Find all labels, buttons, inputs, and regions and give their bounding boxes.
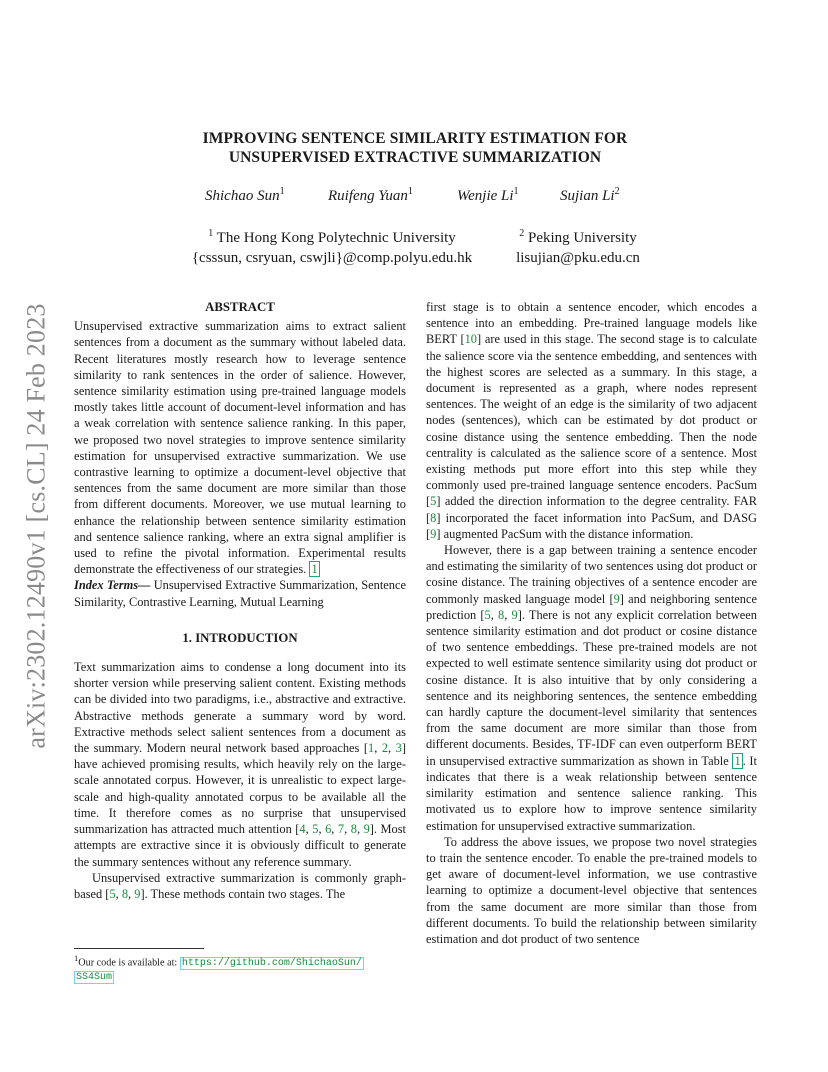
affiliation-2: $^2$ Peking University lisujian@pku.edu.cn — [498, 224, 658, 268]
code-url-link[interactable]: SS4Sum — [76, 972, 113, 984]
title-line-1: IMPROVING SENTENCE SIMILARITY ESTIMATION FOR — [202, 130, 628, 147]
table-ref-link[interactable]: 1 — [734, 753, 741, 768]
affiliation-email: {csssun, csryuan, cswjli}@comp.polyu.edu.hk — [191, 250, 473, 266]
affiliation-1: $^1$ The Hong Kong Polytechnic University {csssun, csryuan, cswjli}@comp.polyu.edu.hk — [172, 224, 492, 268]
intro-paragraph-2: Unsupervised extractive summarization is commonly graph-based [5, 8, 9]. These methods contain two stages. The — [74, 870, 406, 901]
citation-link[interactable]: 5 — [430, 494, 437, 509]
citation-link[interactable]: 9 — [363, 822, 370, 837]
citation-link[interactable]: 8 — [498, 607, 505, 622]
arxiv-identifier: arXiv:2302.12490v1 [cs.CL] 24 Feb 2023 — [22, 303, 52, 749]
author: Ruifeng Yuan$^1$ — [328, 186, 413, 204]
citation-link[interactable]: 10 — [464, 332, 477, 347]
citation-link[interactable]: 4 — [299, 822, 306, 837]
citation-link[interactable]: 1 — [368, 741, 375, 756]
index-terms: Index Terms— Unsupervised Extractive Summarization, Sentence Similarity, Contrastive Learning, Mutual Learning — [74, 578, 406, 609]
citation-link[interactable]: 9 — [430, 526, 437, 541]
arxiv-stamp — [22, 291, 52, 761]
code-url-link[interactable]: https://github.com/ShichaoSun/ — [181, 958, 362, 970]
citation-link[interactable]: 8 — [121, 886, 129, 901]
footnote: $^1$Our code is available at: https://github.com/ShichaoSun/ SS4Sum — [74, 953, 362, 984]
author: Sujian Li$^2$ — [560, 186, 620, 204]
citation-link[interactable]: 8 — [350, 822, 357, 837]
title-line-2: UNSUPERVISED EXTRACTIVE SUMMARIZATION — [228, 149, 602, 166]
intro-paragraph-1: Text summarization aims to condense a long document into its shorter version while preserving salient content. Existing methods can be divided into two paradigms, i.e., abstractive and extractive. Abstractive methods generate a summary word by word. Extractive methods select salient sentences from a document as the summary. Modern neural network based approaches [1, 2, 3] have achieved promising results, which heavily rely on the large-scale annotated corpus. However, it is unrealistic to expect large-scale and high-quality annotated corpus to be available all the time. It therefore comes as no surprise that unsupervised summarization has attracted much attention [4, 5, 6, 7, 8, 9]. Most attempts are extractive since it is obviously difficult to generate the summary sentences without any reference summary. — [74, 660, 406, 869]
citation-link[interactable]: 5 — [312, 822, 319, 837]
introduction-heading: 1. INTRODUCTION — [182, 630, 298, 645]
author: Wenjie Li$^1$ — [457, 186, 519, 204]
citation-link[interactable]: 7 — [337, 822, 345, 837]
footnote-link[interactable]: 1 — [311, 562, 318, 577]
citation-link[interactable]: 6 — [325, 822, 332, 837]
left-column — [74, 299, 406, 902]
body-paragraph: However, there is a gap between training a sentence encoder and estimating the similarity of two sentences using dot product or cosine distance. The training objectives of a sentence encoder are commonly masked language model [9] and neighboring sentence prediction [5, 8, 9]. There is not any explicit correlation between sentence similarity estimation and dot product or cosine distance of two sentence embeddings. These pre-trained models are not expected to well estimate sentence similarity using dot product or cosine distance. It is also intuitive that by only considering a sentence and its neighboring sentences, the sentence embedding can hardly capture the document-level similarity that sentences from the same document are more similar than those from different documents. Besides, TF-IDF can even outperform BERT in unsupervised extractive summarization as shown in Table 1 . It indicates that there is a weak relationship between sentence similarity estimation and sentence salience ranking. This motivated us to explore how to improve sentence similarity estimation for unsupervised extractive summarization. — [426, 543, 758, 833]
abstract-heading: ABSTRACT — [205, 300, 275, 314]
abstract-text: Unsupervised extractive summarization aims to extract salient sentences from a document as the summary without labeled data. Recent literatures mostly research how to leverage sentence similarity to rank sentences in the order of salience. However, sentence similarity estimation using pre-trained language models mostly takes little account of document-level information and has a weak correlation with sentence salience ranking. In this paper, we proposed two novel strategies to improve sentence similarity estimation for unsupervised extractive summarization. We use contrastive learning to optimize a document-level objective that sentences from the same document are more similar than those from different documents. Moreover, we use mutual learning to enhance the relationship between sentence similarity estimation and sentence salience ranking, where an extra signal amplifier is used to refine the pivotal information. Experimental results demonstrate the effectiveness of our strategies. 1 — [74, 319, 406, 577]
citation-link[interactable]: 9 — [613, 591, 620, 606]
citation-link[interactable]: 2 — [381, 741, 389, 756]
footnote-rule — [74, 948, 204, 949]
citation-link[interactable]: 9 — [511, 607, 518, 622]
author: Shichao Sun$^1$ — [205, 186, 285, 204]
body-paragraph: To address the above issues, we propose two novel strategies to train the sentence encoder. To enable the pre-trained models to get aware of document-level information, we use contrastive learning to optimize a document-level objective that sentences from the same document are more similar than those from different documents. To build the relationship between similarity estimation and dot product of two sentence — [426, 834, 757, 946]
citation-link[interactable]: 5 — [109, 886, 116, 901]
right-column — [426, 299, 757, 947]
citation-link[interactable]: 3 — [395, 741, 402, 756]
affiliation-email: lisujian@pku.edu.cn — [516, 250, 640, 266]
body-paragraph: first stage is to obtain a sentence encoder, which encodes a sentence into an embedding. Pre-trained language models like BERT [10] are used in this stage. The second stage is to calculate the salience score via the sentence embedding, and sentences with the highest scores are selected as a summary. In this stage, a document is represented as a graph, where nodes represent sentences. The weight of an edge is the similarity of two adjacent nodes (sentences), which can be estimated by dot product or cosine distance using the sentence embedding. Then the node centrality is calculated as the salience score of a sentence. Most existing methods put more effort into this step while they commonly used pre-trained language sentence encoders. PacSum [5] added the direction information to the degree centrality. FAR [8] incorporated the facet information into PacSum, and DASG [9] augmented PacSum with the distance information. — [426, 300, 758, 541]
citation-link[interactable]: 9 — [134, 886, 141, 901]
paper-title — [100, 129, 730, 167]
author-list — [0, 186, 828, 206]
citation-link[interactable]: 8 — [430, 510, 437, 525]
citation-link[interactable]: 5 — [484, 607, 491, 622]
